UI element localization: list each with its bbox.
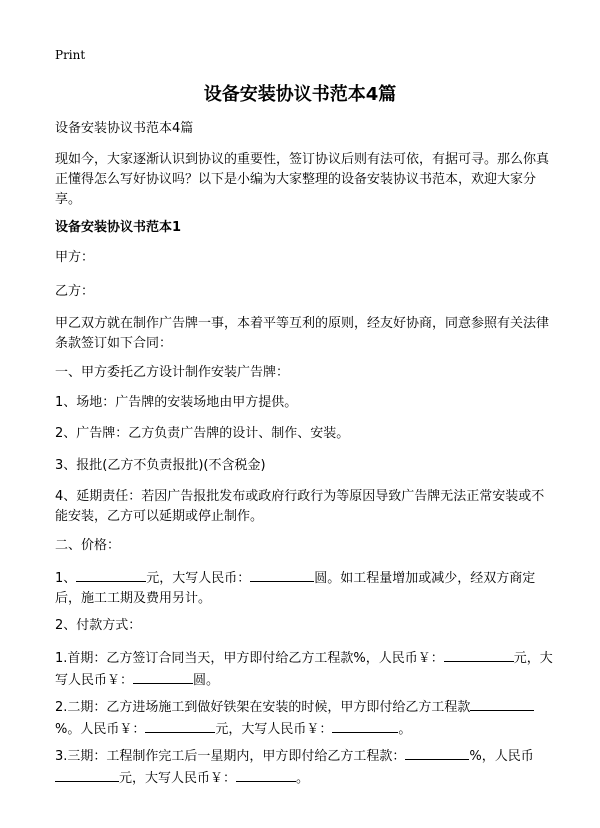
payment-3-text-b: %，人民币: [469, 749, 534, 764]
clause-1-4: 4、延期责任：若因广告报批发布或政府行政行为等原因导致广告牌无法正常安装或不能安装，乙方可以延期或停止制作。: [55, 489, 545, 524]
price-amount-blank: [76, 567, 146, 582]
preamble-paragraph: 甲乙双方就在制作广告牌一事，本着平等互利的原则，经友好协商，同意参照有关法律条款签订如下合同：: [55, 316, 550, 351]
price-uppercase-blank: [250, 567, 314, 582]
payment-2-uppercase-blank: [332, 718, 398, 733]
payment-3-uppercase-blank: [236, 767, 296, 782]
clause-1: 一、甲方委托乙方设计制作安装广告牌：: [55, 365, 290, 380]
payment-1-text-c: 圆。: [193, 673, 220, 688]
payment-1: [55, 647, 555, 691]
section1-heading: 设备安装协议书范本1: [55, 220, 182, 235]
payment-1-amount-blank: [444, 647, 514, 662]
payment-3-amount-blank: [55, 767, 119, 782]
payment-2-percent-blank: [470, 696, 534, 711]
payment-1-text-a: 1.首期：乙方签订合同当天，甲方即付给乙方工程款%，人民币￥：: [55, 651, 444, 666]
price-text-b: 元，大写人民币：: [146, 571, 251, 586]
clause-1-3: 3、报批(乙方不负责报批)(不含税金): [55, 458, 266, 473]
payment-2-amount-blank: [145, 718, 215, 733]
clause-1-2: 2、广告牌：乙方负责广告牌的设计、制作、安装。: [55, 426, 350, 441]
print-label: Print: [55, 48, 86, 62]
payment-3-text-d: 。: [296, 771, 310, 786]
payment-2-text-a: 2.二期：乙方进场施工到做好铁架在安装的时候，甲方即付给乙方工程款: [55, 700, 471, 715]
party-a-line: 甲方：: [55, 250, 95, 265]
payment-heading: 2、付款方式：: [55, 618, 142, 633]
payment-2: [55, 696, 555, 740]
document-title: 设备安装协议书范本4篇: [203, 84, 397, 105]
clause-2: 二、价格：: [55, 538, 121, 553]
payment-2-text-b: %。人民币￥：: [55, 722, 146, 737]
payment-1-text-b: 元，大写人民币￥：: [55, 651, 553, 688]
payment-3-percent-blank: [405, 745, 469, 760]
payment-3-text-a: 3.三期：工程制作完工后一星期内，甲方即付给乙方工程款：: [55, 749, 406, 764]
payment-2-text-c: 元，大写人民币￥：: [215, 722, 333, 737]
payment-3: [55, 745, 555, 789]
payment-1-uppercase-blank: [133, 669, 193, 684]
price-paragraph: [55, 567, 555, 609]
document-subtitle: 设备安装协议书范本4篇: [55, 121, 194, 136]
party-b-line: 乙方：: [55, 284, 95, 299]
price-text-a: 1、: [55, 571, 77, 586]
payment-3-text-c: 元，大写人民币￥：: [119, 771, 237, 786]
clause-1-1: 1、场地：广告牌的安装场地由甲方提供。: [55, 395, 298, 410]
intro-paragraph: 现如今，大家逐渐认识到协议的重要性，签订协议后则有法可依，有据可寻。那么你真正懂得怎么写好协议吗？以下是小编为大家整理的设备安装协议书范本，欢迎大家分享。: [55, 152, 550, 207]
price-text-c: 圆。如工程量增加或减少，经双方商定后，施工工期及费用另计。: [55, 571, 536, 606]
payment-2-text-d: 。: [398, 722, 412, 737]
